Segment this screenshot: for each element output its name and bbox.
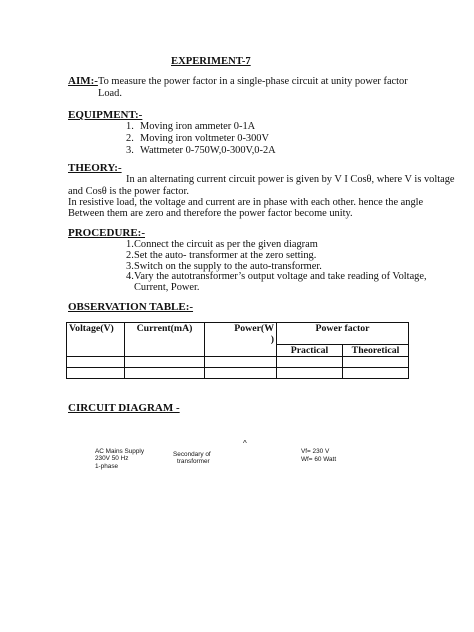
procedure-step-continued: Current, Power. bbox=[134, 282, 200, 293]
equipment-number: 2. bbox=[126, 133, 134, 144]
secondary-label: Secondary of bbox=[173, 451, 211, 458]
procedure-number: 1. bbox=[126, 239, 134, 250]
procedure-number: 2. bbox=[126, 250, 134, 261]
table-row bbox=[67, 368, 409, 379]
practical-header: Practical bbox=[277, 345, 343, 357]
table-cell bbox=[343, 357, 409, 368]
power-header: Power(W ) bbox=[205, 323, 277, 357]
theoretical-header: Theoretical bbox=[343, 345, 409, 357]
aim-text-continued: Load. bbox=[98, 88, 122, 99]
wattage-rating: Wf= 60 Watt bbox=[301, 456, 337, 463]
equipment-item: Moving iron voltmeter 0-300V bbox=[140, 133, 270, 144]
equipment-heading: EQUIPMENT:- bbox=[68, 109, 143, 121]
power-factor-header: Power factor bbox=[277, 323, 409, 345]
procedure-number: 3. bbox=[126, 261, 134, 272]
supply-label: 1-phase bbox=[95, 463, 119, 470]
table-cell bbox=[125, 368, 205, 379]
secondary-label: transformer bbox=[177, 458, 210, 465]
table-cell bbox=[343, 368, 409, 379]
table-cell bbox=[205, 368, 277, 379]
table-cell bbox=[205, 357, 277, 368]
observation-table bbox=[66, 322, 409, 379]
page-title: EXPERIMENT-7 bbox=[171, 56, 251, 67]
arrow-symbol: ^ bbox=[243, 439, 247, 448]
voltage-header: Voltage(V) bbox=[67, 323, 125, 357]
procedure-number: 4. bbox=[126, 271, 134, 282]
aim-text: To measure the power factor in a single-phase circuit at unity power factor bbox=[98, 76, 408, 87]
theory-line: In an alternating current circuit power is given by V I Cosθ, where V is voltage bbox=[126, 174, 455, 185]
table-cell bbox=[125, 357, 205, 368]
theory-line: Between them are zero and therefore the power factor become unity. bbox=[68, 208, 353, 219]
current-header: Current(mA) bbox=[125, 323, 205, 357]
procedure-step: Connect the circuit as per the given diagram bbox=[134, 239, 318, 250]
supply-label: AC Mains Supply bbox=[95, 448, 145, 455]
table-cell bbox=[67, 368, 125, 379]
procedure-step: Set the auto- transformer at the zero setting. bbox=[134, 250, 317, 261]
supply-label: 230V 50 Hz bbox=[95, 455, 129, 462]
equipment-number: 1. bbox=[126, 121, 134, 132]
table-cell bbox=[277, 368, 343, 379]
procedure-step: Switch on the supply to the auto-transformer. bbox=[134, 261, 322, 272]
procedure-heading: PROCEDURE:- bbox=[68, 227, 145, 239]
equipment-item: Moving iron ammeter 0-1A bbox=[140, 121, 256, 132]
voltage-rating: Vf= 230 V bbox=[301, 448, 330, 455]
theory-line: In resistive load, the voltage and current are in phase with each other. hence the angle bbox=[68, 197, 424, 208]
theory-heading: THEORY:- bbox=[68, 162, 122, 174]
equipment-item: Wattmeter 0-750W,0-300V,0-2A bbox=[140, 145, 276, 156]
observation-heading: OBSERVATION TABLE:- bbox=[68, 301, 194, 313]
table-row bbox=[67, 357, 409, 368]
theory-line: and Cosθ is the power factor. bbox=[68, 186, 189, 197]
aim-heading: AIM:- bbox=[68, 75, 98, 87]
circuit-diagram-heading: CIRCUIT DIAGRAM - bbox=[68, 402, 180, 414]
table-cell bbox=[277, 357, 343, 368]
equipment-number: 3. bbox=[126, 145, 134, 156]
table-cell bbox=[67, 357, 125, 368]
procedure-step: Vary the autotransformer’s output voltage and take reading of Voltage, bbox=[134, 271, 427, 282]
